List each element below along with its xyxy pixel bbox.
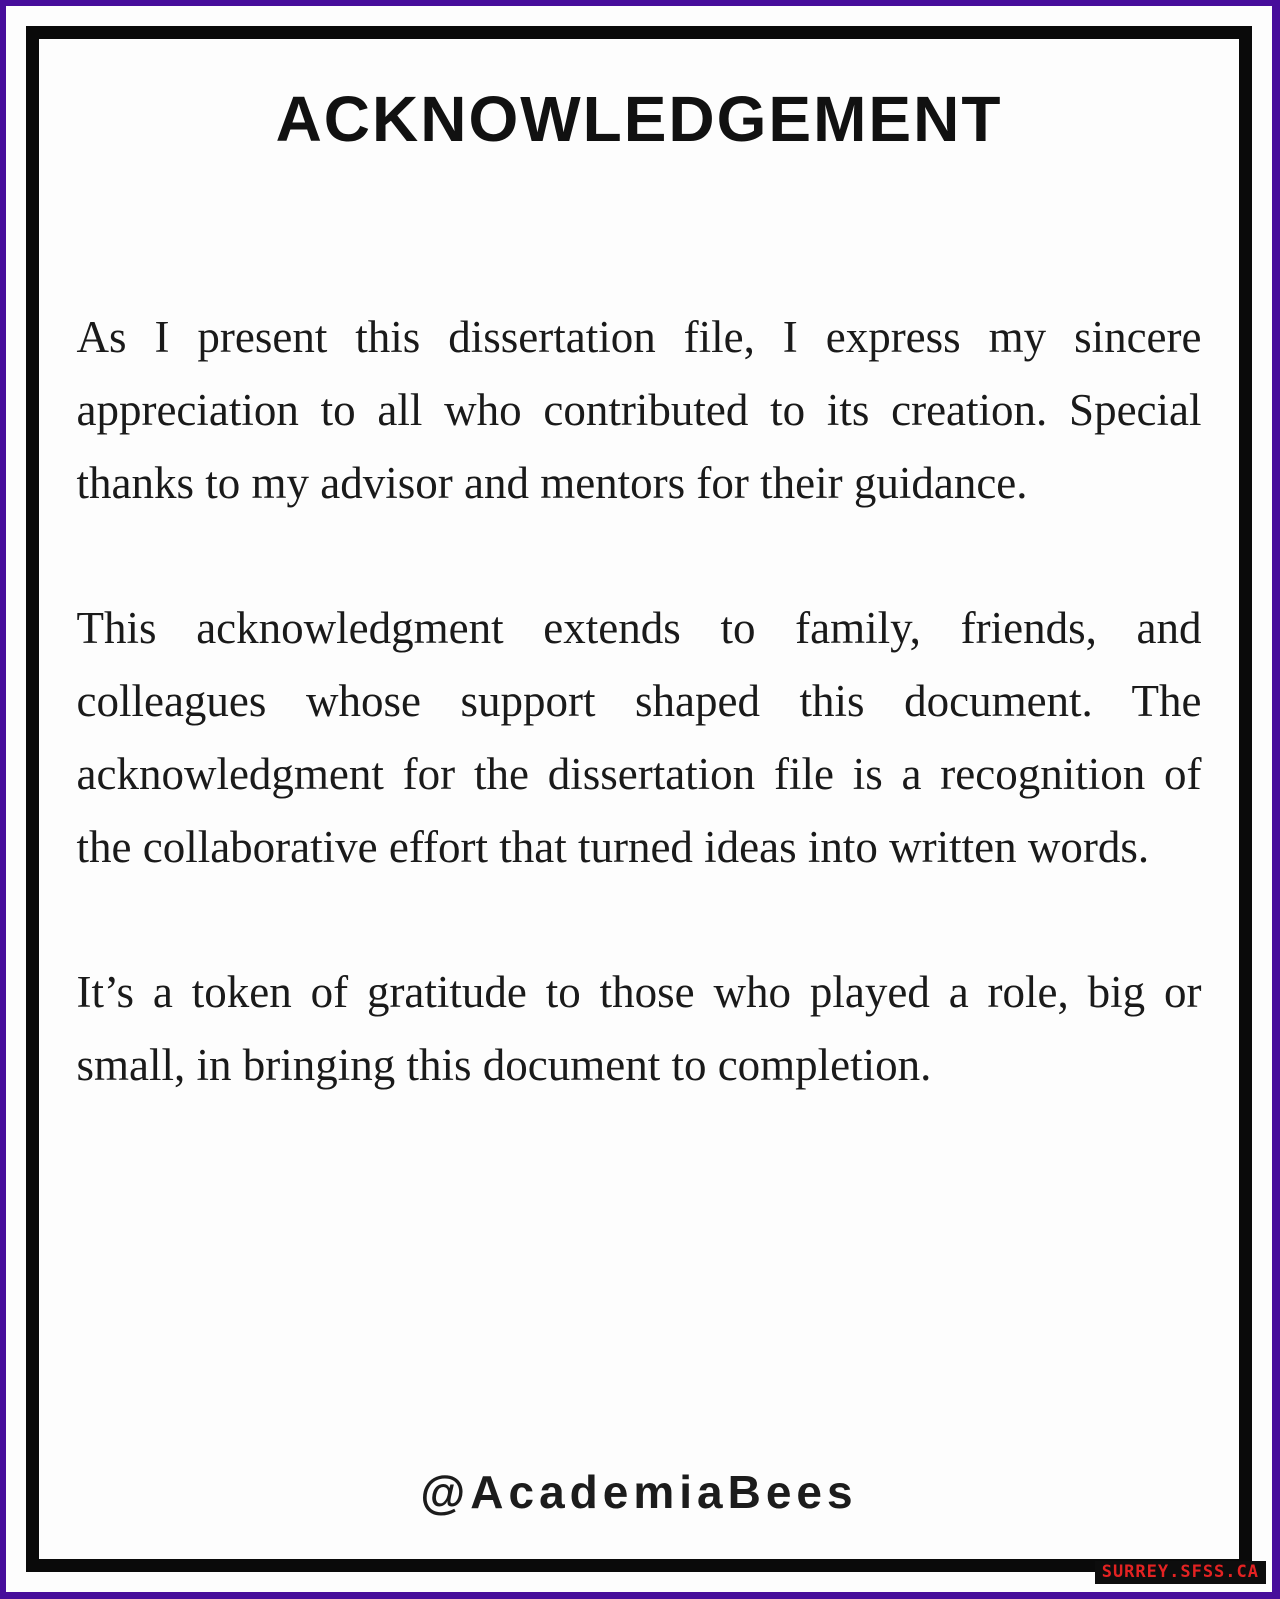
acknowledgement-body bbox=[77, 301, 1202, 1102]
paragraph-extends: This acknowledgment extends to family, friends, and colleagues whose support shaped this document. The acknowledgment for the dissertation file is a recognition of the collaborative effort that turned ideas into written words. bbox=[76, 603, 1202, 872]
paragraph-gratitude: It’s a token of gratitude to those who played a role, big or small, in bringing this document to completion. bbox=[76, 967, 1202, 1090]
paragraph-intro: As I present this dissertation file, I express my sincere appreciation to all who contributed to its creation. Special thanks to my advisor and mentors for their guidance. bbox=[76, 312, 1202, 508]
social-handle: @AcademiaBees bbox=[420, 1466, 858, 1518]
watermark-label: SURREY.SFSS.CA bbox=[1095, 1561, 1266, 1584]
inner-black-border bbox=[26, 26, 1252, 1572]
page-title: ACKNOWLEDGEMENT bbox=[275, 83, 1003, 155]
